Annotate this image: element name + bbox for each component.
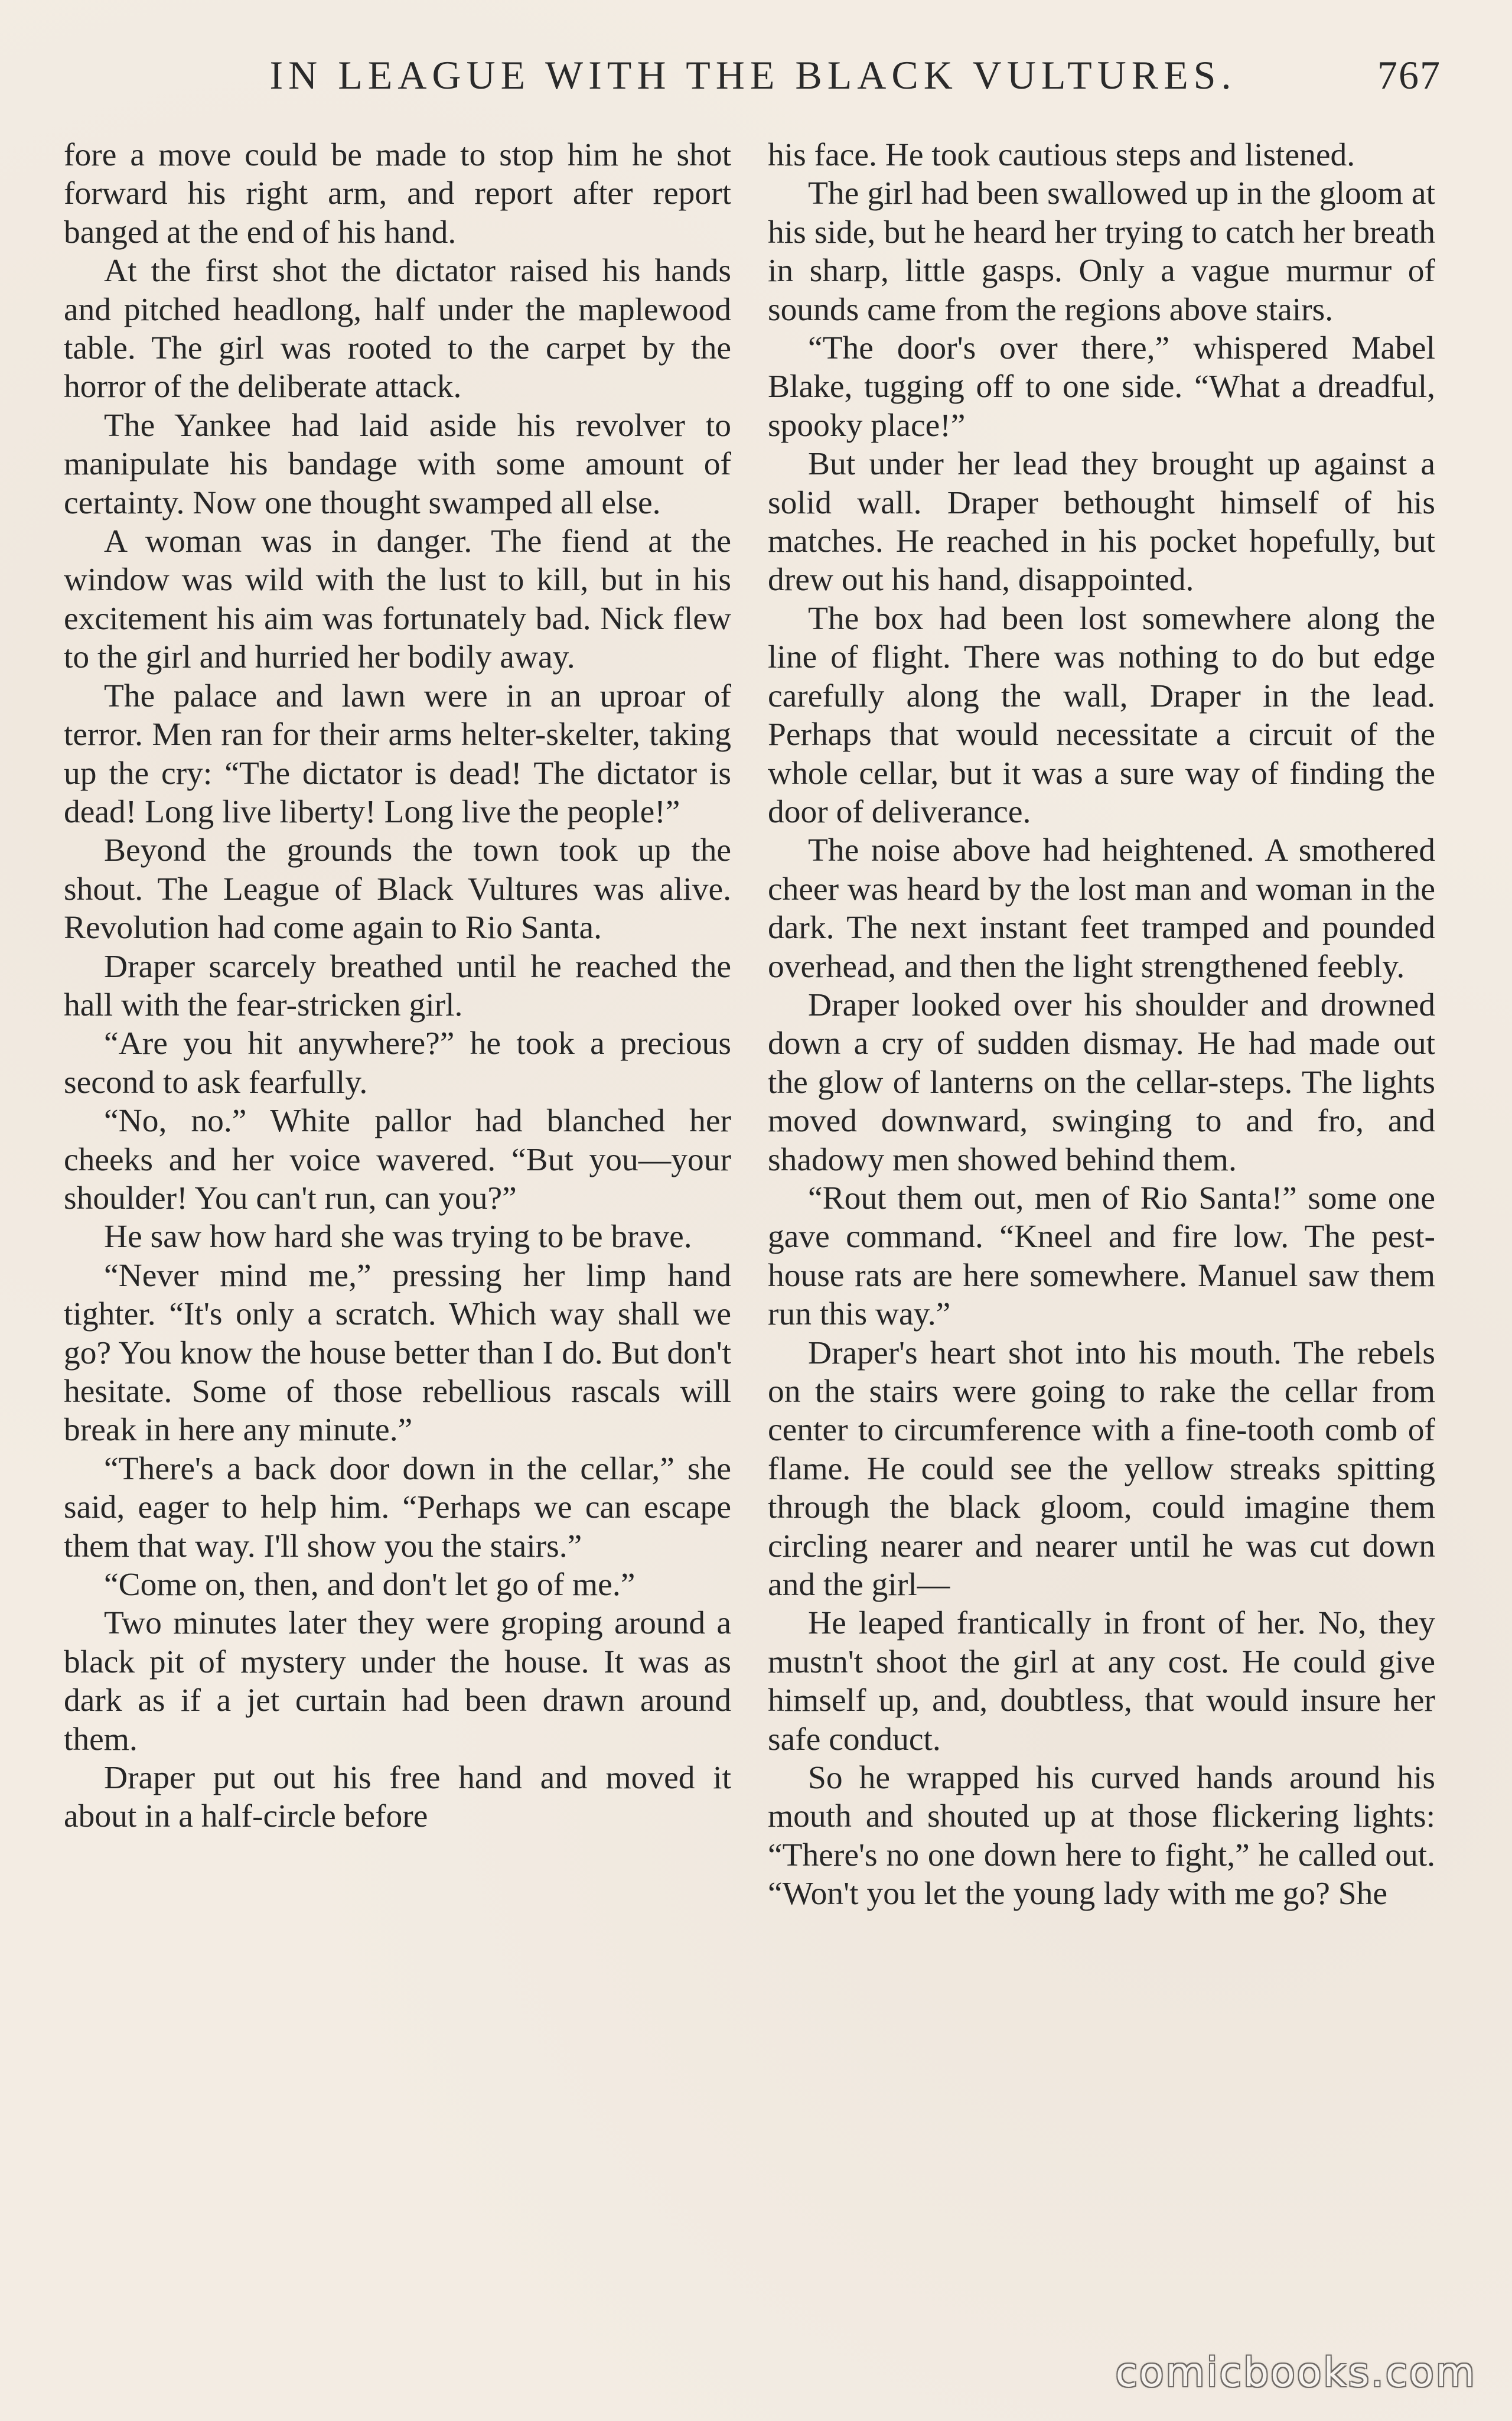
paragraph: He saw how hard she was trying to be brave. (104, 1219, 692, 1255)
paragraph: The palace and lawn were in an uproar of terror. Men ran for their arms helter-skelter, taking up the cry: “The dictator is dead! The dictator is dead! Long live liberty! Long live the people!” (64, 678, 731, 830)
paragraph: The Yankee had laid aside his revolver to manipulate his bandage with some amount of certainty. Now one thought swamped all else. (64, 407, 731, 521)
source-watermark: comicbooks.com (1115, 2350, 1477, 2396)
paragraph: He leaped frantically in front of her. No, they mustn't shoot the girl at any cost. He could give himself up, and, doubtless, that would insure her safe conduct. (768, 1605, 1435, 1758)
paragraph: fore a move could be made to stop him he shot forward his right arm, and report after report banged at the end of his hand. (64, 137, 731, 250)
paragraph: A woman was in danger. The fiend at the window was wild with the lust to kill, but in his excitement his aim was fortunately bad. Nick flew to the girl and hurried her bodily away. (64, 523, 731, 676)
paragraph: “Come on, then, and don't let go of me.” (104, 1567, 636, 1603)
right-column (768, 136, 1435, 1914)
paragraph: Draper put out his free hand and moved it about in a half-circle before (64, 1760, 731, 1835)
running-title: IN LEAGUE WITH THE BLACK VULTURES. (269, 53, 1237, 97)
page-number: 767 (1377, 53, 1441, 97)
paragraph: “There's a back door down in the cellar,” she said, eager to help him. “Perhaps we can escape them that way. I'll show you the stairs.” (64, 1450, 731, 1564)
paragraph: So he wrapped his curved hands around his mouth and shouted up at those flickering lights: “There's no one down here to fight,” he called out. “Won't you let the young lady with me go? She (768, 1760, 1435, 1912)
paragraph: his face. He took cautious steps and listened. (768, 137, 1355, 173)
paragraph: “No, no.” White pallor had blanched her cheeks and her voice wavered. “But you—your shoulder! You can't run, can you?” (64, 1103, 731, 1216)
paragraph: “Are you hit anywhere?” he took a precious second to ask fearfully. (64, 1026, 731, 1101)
paragraph: “Never mind me,” pressing her limp hand tighter. “It's only a scratch. Which way shall we go? You know the house better than I do. But don't hesitate. Some of those rebellious rascals will break in here any minute.” (64, 1257, 731, 1449)
paragraph: The noise above had heightened. A smothered cheer was heard by the lost man and woman in the dark. The next instant feet tramped and pounded overhead, and then the light strengthened feebly. (768, 832, 1435, 985)
paragraph: Draper scarcely breathed until he reached the hall with the fear-stricken girl. (64, 948, 731, 1023)
paragraph: Two minutes later they were groping around a black pit of mystery under the house. It was as dark as if a jet curtain had been drawn around them. (64, 1605, 731, 1758)
paragraph: The box had been lost somewhere along the line of flight. There was nothing to do but edge carefully along the wall, Draper in the lead. Perhaps that would necessitate a circuit of the whole cellar, but it was a sure way of finding the door of deliverance. (768, 600, 1435, 830)
column-gutter (747, 142, 748, 2328)
paragraph: But under her lead they brought up against a solid wall. Draper bethought himself of his matches. He reached in his pocket hopefully, but drew out his hand, disappointed. (768, 446, 1435, 598)
paragraph: “Rout them out, men of Rio Santa!” some one gave command. “Kneel and fire low. The pest-house rats are here somewhere. Manuel saw them run this way.” (768, 1180, 1435, 1333)
left-column (64, 136, 731, 1836)
paragraph: At the first shot the dictator raised his hands and pitched headlong, half under the maplewood table. The girl was rooted to the carpet by the horror of the deliberate attack. (64, 253, 731, 405)
paragraph: Draper's heart shot into his mouth. The rebels on the stairs were going to rake the cellar from center to circumference with a fine-tooth comb of flame. He could see the yellow streaks spitting through the black gloom, could imagine them circling nearer and nearer until he was cut down and the girl— (768, 1335, 1435, 1603)
paragraph: The girl had been swallowed up in the gloom at his side, but he heard her trying to catch her breath in sharp, little gasps. Only a vague murmur of sounds came from the regions above stairs. (768, 175, 1435, 328)
paragraph: “The door's over there,” whispered Mabel Blake, tugging off to one side. “What a dreadful, spooky place!” (768, 330, 1435, 444)
paragraph: Draper looked over his shoulder and drowned down a cry of sudden dismay. He had made out the glow of lanterns on the cellar-steps. The lights moved downward, swinging to and fro, and shadowy men showed behind them. (768, 987, 1435, 1178)
paragraph: Beyond the grounds the town took up the shout. The League of Black Vultures was alive. Revolution had come again to Rio Santa. (64, 832, 731, 946)
